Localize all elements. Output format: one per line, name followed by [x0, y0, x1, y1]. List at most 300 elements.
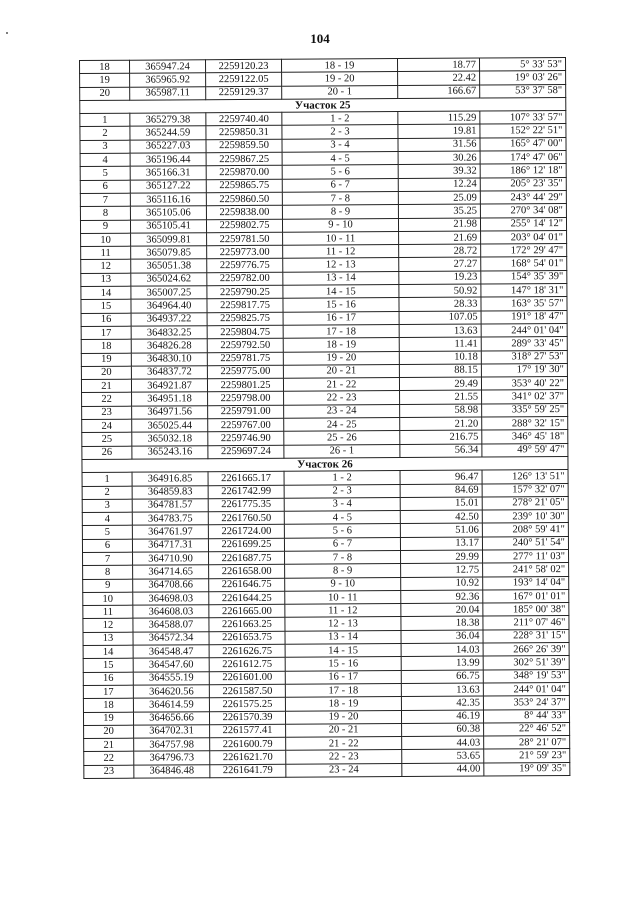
x-coordinate-cell: 364830.10	[131, 352, 207, 366]
segment-cell: 9 - 10	[285, 577, 401, 591]
y-coordinate-cell: 2261570.39	[209, 711, 285, 725]
bearing-cell: 172° 29' 47"	[481, 244, 567, 258]
x-coordinate-cell: 365105.41	[130, 219, 206, 233]
point-number-cell: 6	[80, 180, 130, 194]
segment-cell: 8 - 9	[282, 205, 398, 219]
segment-cell: 21 - 22	[286, 737, 402, 751]
table-row	[84, 762, 570, 778]
bearing-cell: 107° 33' 57"	[480, 111, 566, 125]
segment-cell: 21 - 22	[283, 378, 399, 392]
point-number-cell: 25	[82, 432, 132, 446]
x-coordinate-cell: 364761.97	[132, 525, 208, 539]
bearing-cell: 167° 01' 01"	[483, 589, 569, 603]
bearing-cell: 19° 09' 35"	[484, 762, 570, 776]
length-cell: 12.24	[398, 178, 480, 192]
y-coordinate-cell: 2259865.75	[206, 179, 282, 193]
bearing-cell: 5° 33' 53"	[479, 58, 565, 72]
length-cell: 19.81	[398, 125, 480, 139]
length-cell: 22.42	[398, 71, 480, 85]
x-coordinate-cell: 364572.34	[133, 631, 209, 645]
bearing-cell: 185° 00' 38"	[483, 603, 569, 617]
point-number-cell: 18	[83, 698, 133, 712]
point-number-cell: 23	[84, 765, 134, 779]
x-coordinate-cell: 364702.31	[134, 725, 210, 739]
length-cell: 27.27	[399, 258, 481, 272]
point-number-cell: 3	[80, 140, 130, 154]
point-number-cell: 2	[80, 127, 130, 141]
point-number-cell: 22	[84, 752, 134, 766]
length-cell: 11.41	[399, 337, 481, 351]
x-coordinate-cell: 364608.03	[133, 605, 209, 619]
bearing-cell: 240° 51' 54"	[482, 536, 568, 550]
point-number-cell: 5	[80, 167, 130, 181]
segment-cell: 13 - 14	[283, 271, 399, 285]
point-number-cell: 9	[80, 220, 130, 234]
x-coordinate-cell: 364614.59	[133, 698, 209, 712]
bearing-cell: 244° 01' 04"	[481, 323, 567, 337]
y-coordinate-cell: 2261644.25	[209, 591, 285, 605]
bearing-cell: 28° 21' 07"	[484, 736, 570, 750]
bearing-cell: 152° 22' 51"	[480, 124, 566, 138]
point-number-cell: 16	[83, 672, 133, 686]
point-number-cell: 21	[81, 379, 131, 393]
length-cell: 10.18	[399, 351, 481, 365]
point-number-cell: 14	[83, 645, 133, 659]
bearing-cell: 193° 14' 04"	[483, 576, 569, 590]
length-cell: 25.09	[398, 191, 480, 205]
bearing-cell: 348° 19' 53"	[483, 669, 569, 683]
point-number-cell: 1	[80, 113, 130, 127]
y-coordinate-cell: 2259817.75	[207, 299, 283, 313]
bearing-cell: 21° 59' 23"	[484, 749, 570, 763]
y-coordinate-cell: 2261760.50	[208, 511, 284, 525]
length-cell: 12.75	[401, 563, 483, 577]
y-coordinate-cell: 2261600.79	[210, 737, 286, 751]
segment-cell: 17 - 18	[283, 324, 399, 338]
x-coordinate-cell: 364547.60	[133, 658, 209, 672]
x-coordinate-cell: 365032.18	[132, 432, 208, 446]
segment-cell: 18 - 19	[281, 59, 397, 73]
segment-cell: 2 - 3	[282, 125, 398, 139]
y-coordinate-cell: 2259781.50	[207, 232, 283, 246]
segment-cell: 19 - 20	[282, 72, 398, 86]
bearing-cell: 208° 59' 41"	[482, 523, 568, 537]
bearing-cell: 302° 51' 39"	[483, 656, 569, 670]
length-cell: 46.19	[401, 710, 483, 724]
length-cell: 13.63	[401, 683, 483, 697]
y-coordinate-cell: 2261621.70	[210, 751, 286, 765]
bearing-cell: 353° 40' 22"	[481, 377, 567, 391]
y-coordinate-cell: 2259867.25	[206, 152, 282, 166]
bearing-cell: 241° 58' 02"	[483, 563, 569, 577]
x-coordinate-cell: 364757.98	[134, 738, 210, 752]
x-coordinate-cell: 365025.44	[132, 419, 208, 433]
point-number-cell: 16	[81, 313, 131, 327]
y-coordinate-cell: 2259790.25	[207, 285, 283, 299]
point-number-cell: 20	[81, 366, 131, 380]
point-number-cell: 13	[81, 273, 131, 287]
x-coordinate-cell: 365007.25	[131, 286, 207, 300]
length-cell: 13.99	[401, 656, 483, 670]
segment-cell: 7 - 8	[282, 192, 398, 206]
x-coordinate-cell: 364832.25	[131, 326, 207, 340]
segment-cell: 8 - 9	[285, 564, 401, 578]
point-number-cell: 2	[82, 486, 132, 500]
y-coordinate-cell: 2259697.24	[208, 445, 284, 459]
y-coordinate-cell: 2259767.00	[208, 418, 284, 432]
bearing-cell: 255° 14' 12"	[480, 217, 566, 231]
y-coordinate-cell: 2259746.90	[208, 432, 284, 446]
segment-cell: 22 - 23	[286, 750, 402, 764]
x-coordinate-cell: 364796.73	[134, 751, 210, 765]
length-cell: 29.99	[401, 550, 483, 564]
point-number-cell: 1	[82, 472, 132, 486]
y-coordinate-cell: 2261775.35	[208, 498, 284, 512]
point-number-cell: 17	[81, 326, 131, 340]
segment-cell: 24 - 25	[284, 418, 400, 432]
segment-cell: 1 - 2	[284, 471, 400, 485]
x-coordinate-cell: 364555.19	[133, 671, 209, 685]
bearing-cell: 168° 54' 01"	[481, 257, 567, 271]
x-coordinate-cell: 364826.28	[131, 339, 207, 353]
x-coordinate-cell: 365965.92	[130, 73, 206, 87]
segment-cell: 2 - 3	[284, 484, 400, 498]
bearing-cell: 157° 32' 07"	[482, 483, 568, 497]
length-cell: 56.34	[400, 444, 482, 458]
length-cell: 28.33	[399, 297, 481, 311]
x-coordinate-cell: 364964.40	[131, 299, 207, 313]
segment-cell: 15 - 16	[285, 657, 401, 671]
x-coordinate-cell: 364714.65	[133, 565, 209, 579]
y-coordinate-cell: 2261626.75	[209, 644, 285, 658]
segment-cell: 6 - 7	[282, 178, 398, 192]
bearing-cell: 174° 47' 06"	[480, 151, 566, 165]
point-number-cell: 3	[82, 499, 132, 513]
length-cell: 216.75	[400, 430, 482, 444]
y-coordinate-cell: 2261601.00	[209, 671, 285, 685]
length-cell: 53.65	[402, 749, 484, 763]
segment-cell: 5 - 6	[282, 165, 398, 179]
y-coordinate-cell: 2261724.00	[208, 525, 284, 539]
y-coordinate-cell: 2259850.31	[206, 126, 282, 140]
point-number-cell: 20	[84, 725, 134, 739]
x-coordinate-cell: 364859.83	[132, 485, 208, 499]
bearing-cell: 186° 12' 18"	[480, 164, 566, 178]
length-cell: 14.03	[401, 643, 483, 657]
bearing-cell: 335° 59' 25"	[482, 403, 568, 417]
point-number-cell: 24	[82, 419, 132, 433]
point-number-cell: 7	[83, 552, 133, 566]
length-cell: 35.25	[398, 204, 480, 218]
length-cell: 42.35	[401, 696, 483, 710]
length-cell: 115.29	[398, 111, 480, 125]
point-number-cell: 9	[83, 579, 133, 593]
y-coordinate-cell: 2261663.25	[209, 618, 285, 632]
y-coordinate-cell: 2259775.00	[207, 365, 283, 379]
point-number-cell: 20	[80, 87, 130, 101]
segment-cell: 5 - 6	[284, 524, 400, 538]
x-coordinate-cell: 365099.81	[131, 233, 207, 247]
segment-cell: 7 - 8	[285, 551, 401, 565]
coordinates-table	[79, 57, 570, 779]
x-coordinate-cell: 364971.56	[132, 405, 208, 419]
y-coordinate-cell: 2259773.00	[207, 245, 283, 259]
length-cell: 36.04	[401, 630, 483, 644]
point-number-cell: 4	[82, 512, 132, 526]
point-number-cell: 26	[82, 446, 132, 460]
bearing-cell: 205° 23' 35"	[480, 177, 566, 191]
bearing-cell: 17° 19' 30"	[481, 363, 567, 377]
length-cell: 10.92	[401, 577, 483, 591]
length-cell: 21.20	[400, 417, 482, 431]
bearing-cell: 22° 46' 52"	[484, 722, 570, 736]
x-coordinate-cell: 365279.38	[130, 113, 206, 127]
segment-cell: 16 - 17	[285, 670, 401, 684]
x-coordinate-cell: 365024.62	[131, 272, 207, 286]
y-coordinate-cell: 2259802.75	[206, 219, 282, 233]
segment-cell: 16 - 17	[283, 311, 399, 325]
bearing-cell: 211° 07' 46"	[483, 616, 569, 630]
point-number-cell: 5	[82, 526, 132, 540]
segment-cell: 26 - 1	[284, 444, 400, 458]
y-coordinate-cell: 2261646.75	[209, 578, 285, 592]
x-coordinate-cell: 364588.07	[133, 618, 209, 632]
y-coordinate-cell: 2259792.50	[207, 338, 283, 352]
bearing-cell: 277° 11' 03"	[483, 550, 569, 564]
bearing-cell: 341° 02' 37"	[482, 390, 568, 404]
x-coordinate-cell: 364846.48	[134, 764, 210, 778]
length-cell: 60.38	[402, 723, 484, 737]
point-number-cell: 13	[83, 632, 133, 646]
segment-cell: 25 - 26	[284, 431, 400, 445]
length-cell: 13.17	[400, 537, 482, 551]
y-coordinate-cell: 2259129.37	[206, 86, 282, 100]
y-coordinate-cell: 2261577.41	[210, 724, 286, 738]
bearing-cell: 126° 13' 51"	[482, 470, 568, 484]
point-number-cell: 22	[82, 393, 132, 407]
length-cell: 66.75	[401, 670, 483, 684]
segment-cell: 13 - 14	[285, 630, 401, 644]
segment-cell: 17 - 18	[285, 683, 401, 697]
x-coordinate-cell: 364548.47	[133, 645, 209, 659]
segment-cell: 12 - 13	[285, 617, 401, 631]
bearing-cell: 244° 01' 04"	[483, 682, 569, 696]
segment-cell: 19 - 20	[285, 710, 401, 724]
bearing-cell: 228° 31' 15"	[483, 629, 569, 643]
length-cell: 28.72	[399, 244, 481, 258]
y-coordinate-cell: 2261742.99	[208, 485, 284, 499]
y-coordinate-cell: 2259120.23	[206, 59, 282, 73]
y-coordinate-cell: 2261658.00	[209, 565, 285, 579]
bearing-cell: 165° 47' 00"	[480, 137, 566, 151]
y-coordinate-cell: 2259782.00	[207, 272, 283, 286]
length-cell: 92.36	[401, 590, 483, 604]
length-cell: 51.06	[400, 523, 482, 537]
segment-cell: 1 - 2	[282, 112, 398, 126]
y-coordinate-cell: 2259859.50	[206, 139, 282, 153]
length-cell: 21.55	[400, 390, 482, 404]
x-coordinate-cell: 364781.57	[132, 499, 208, 513]
point-number-cell: 10	[81, 233, 131, 247]
point-number-cell: 23	[82, 406, 132, 420]
bearing-cell: 353° 24' 37"	[483, 696, 569, 710]
y-coordinate-cell: 2261641.79	[210, 764, 286, 778]
x-coordinate-cell: 364951.18	[132, 392, 208, 406]
length-cell: 13.63	[399, 324, 481, 338]
point-number-cell: 10	[83, 592, 133, 606]
x-coordinate-cell: 365127.22	[130, 179, 206, 193]
page-number: 104	[310, 31, 330, 46]
point-number-cell: 18	[81, 339, 131, 353]
length-cell: 18.38	[401, 617, 483, 631]
point-number-cell: 15	[81, 300, 131, 314]
x-coordinate-cell: 365116.16	[130, 193, 206, 207]
length-cell: 21.69	[399, 231, 481, 245]
x-coordinate-cell: 364837.72	[131, 366, 207, 380]
segment-cell: 15 - 16	[283, 298, 399, 312]
point-number-cell: 11	[83, 605, 133, 619]
segment-cell: 14 - 15	[285, 644, 401, 658]
x-coordinate-cell: 364710.90	[133, 552, 209, 566]
segment-cell: 4 - 5	[282, 152, 398, 166]
y-coordinate-cell: 2259798.00	[208, 392, 284, 406]
length-cell: 44.03	[402, 736, 484, 750]
x-coordinate-cell: 364698.03	[133, 592, 209, 606]
segment-cell: 4 - 5	[284, 511, 400, 525]
segment-cell: 9 - 10	[282, 218, 398, 232]
segment-cell: 23 - 24	[286, 763, 402, 777]
segment-cell: 10 - 11	[285, 590, 401, 604]
y-coordinate-cell: 2259825.75	[207, 312, 283, 326]
x-coordinate-cell: 365243.16	[132, 445, 208, 459]
length-cell: 96.47	[400, 470, 482, 484]
bearing-cell: 203° 04' 01"	[481, 230, 567, 244]
length-cell: 88.15	[399, 364, 481, 378]
x-coordinate-cell: 364656.66	[133, 711, 209, 725]
length-cell: 44.00	[402, 763, 484, 777]
bearing-cell: 163° 35' 57"	[481, 297, 567, 311]
segment-cell: 14 - 15	[283, 285, 399, 299]
y-coordinate-cell: 2261587.50	[209, 684, 285, 698]
length-cell: 21.98	[398, 218, 480, 232]
point-number-cell: 8	[83, 565, 133, 579]
segment-cell: 11 - 12	[285, 604, 401, 618]
bearing-cell: 278° 21' 05"	[482, 496, 568, 510]
x-coordinate-cell: 364937.22	[131, 312, 207, 326]
x-coordinate-cell: 364620.56	[133, 685, 209, 699]
y-coordinate-cell: 2259781.75	[207, 352, 283, 366]
x-coordinate-cell: 365079.85	[131, 246, 207, 260]
bearing-cell: 243° 44' 29"	[480, 190, 566, 204]
length-cell: 42.50	[400, 510, 482, 524]
point-number-cell: 19	[81, 353, 131, 367]
length-cell: 50.92	[399, 284, 481, 298]
x-coordinate-cell: 365987.11	[130, 86, 206, 100]
bearing-cell: 239° 10' 30"	[482, 510, 568, 524]
point-number-cell: 12	[81, 260, 131, 274]
length-cell: 30.26	[398, 151, 480, 165]
y-coordinate-cell: 2259791.00	[208, 405, 284, 419]
length-cell: 58.98	[400, 404, 482, 418]
x-coordinate-cell: 364717.31	[132, 538, 208, 552]
y-coordinate-cell: 2259804.75	[207, 325, 283, 339]
length-cell: 166.67	[398, 85, 480, 99]
length-cell: 107.05	[399, 311, 481, 325]
bearing-cell: 49° 59' 47"	[482, 443, 568, 457]
point-number-cell: 12	[83, 619, 133, 633]
y-coordinate-cell: 2259122.05	[206, 73, 282, 87]
bearing-cell: 147° 18' 31"	[481, 284, 567, 298]
segment-cell: 11 - 12	[283, 245, 399, 259]
length-cell: 29.49	[399, 377, 481, 391]
length-cell: 39.32	[398, 164, 480, 178]
y-coordinate-cell: 2261687.75	[209, 551, 285, 565]
point-number-cell: 21	[84, 738, 134, 752]
point-number-cell: 18	[80, 60, 130, 74]
y-coordinate-cell: 2259860.50	[206, 192, 282, 206]
segment-cell: 23 - 24	[284, 404, 400, 418]
y-coordinate-cell: 2261575.25	[209, 698, 285, 712]
point-number-cell: 11	[81, 246, 131, 260]
section-title: Участок 25	[80, 97, 566, 113]
y-coordinate-cell: 2261699.25	[208, 538, 284, 552]
coordinates-table-body	[80, 58, 570, 779]
point-number-cell: 7	[80, 193, 130, 207]
segment-cell: 20 - 1	[282, 85, 398, 99]
bearing-cell: 154° 35' 39"	[481, 270, 567, 284]
bearing-cell: 8° 44' 33"	[483, 709, 569, 723]
segment-cell: 22 - 23	[284, 391, 400, 405]
bearing-cell: 346° 45' 18"	[482, 430, 568, 444]
bearing-cell: 270° 34' 08"	[480, 204, 566, 218]
x-coordinate-cell: 365227.03	[130, 140, 206, 154]
bearing-cell: 53° 37' 58"	[480, 84, 566, 98]
y-coordinate-cell: 2259776.75	[207, 259, 283, 273]
point-number-cell: 14	[81, 286, 131, 300]
bearing-cell: 288° 32' 15"	[482, 417, 568, 431]
x-coordinate-cell: 365196.44	[130, 153, 206, 167]
length-cell: 19.23	[399, 271, 481, 285]
x-coordinate-cell: 365244.59	[130, 126, 206, 140]
coordinates-sheet	[79, 57, 569, 779]
y-coordinate-cell: 2261612.75	[209, 658, 285, 672]
point-number-cell: 4	[80, 153, 130, 167]
length-cell: 15.01	[400, 497, 482, 511]
x-coordinate-cell: 364783.75	[132, 512, 208, 526]
x-coordinate-cell: 365105.06	[130, 206, 206, 220]
x-coordinate-cell: 364708.66	[133, 578, 209, 592]
section-title: Участок 26	[82, 456, 568, 472]
point-number-cell: 19	[80, 73, 130, 87]
x-coordinate-cell: 364916.85	[132, 472, 208, 486]
point-number-cell: 17	[83, 685, 133, 699]
y-coordinate-cell: 2261665.17	[208, 471, 284, 485]
x-coordinate-cell: 365051.38	[131, 259, 207, 273]
segment-cell: 3 - 4	[282, 138, 398, 152]
segment-cell: 20 - 21	[283, 364, 399, 378]
y-coordinate-cell: 2259838.00	[206, 206, 282, 220]
segment-cell: 12 - 13	[283, 258, 399, 272]
segment-cell: 18 - 19	[283, 338, 399, 352]
bearing-cell: 318° 27' 53"	[481, 350, 567, 364]
point-number-cell: 19	[83, 712, 133, 726]
x-coordinate-cell: 365947.24	[130, 60, 206, 74]
length-cell: 20.04	[401, 603, 483, 617]
point-number-cell: 15	[83, 659, 133, 673]
bearing-cell: 191° 18' 47"	[481, 310, 567, 324]
point-number-cell: 8	[80, 206, 130, 220]
y-coordinate-cell: 2261665.00	[209, 604, 285, 618]
